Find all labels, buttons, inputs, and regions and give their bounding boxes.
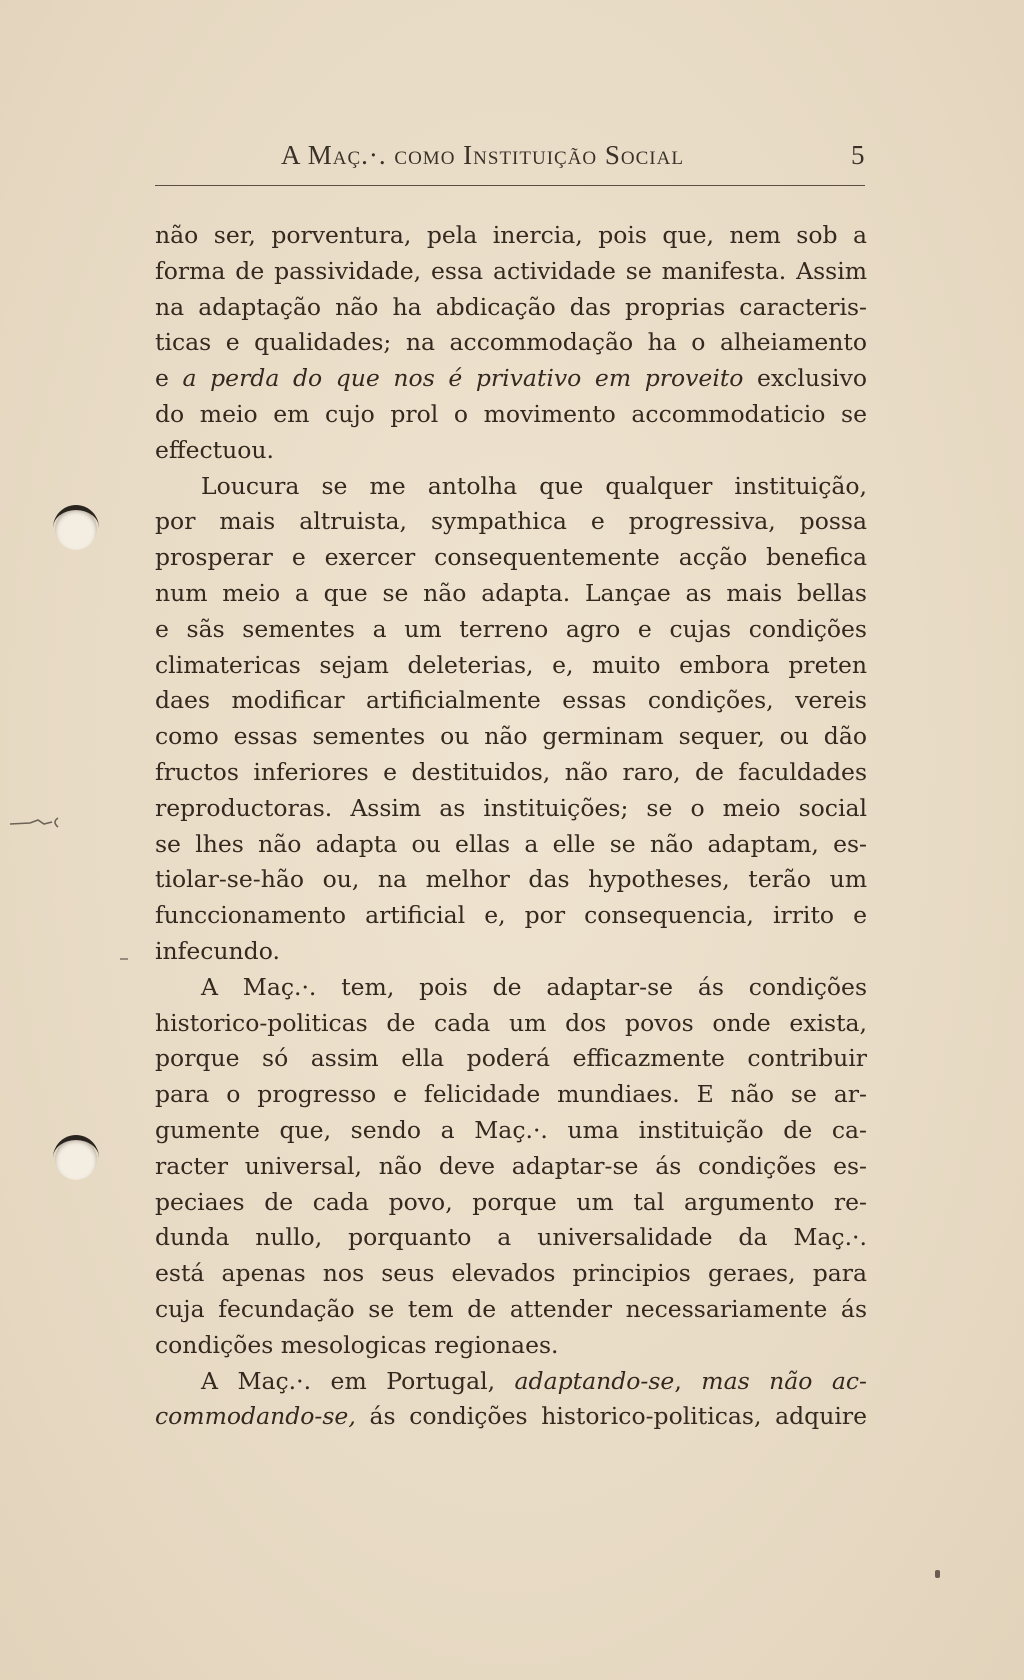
text-run: ,: [674, 1366, 702, 1395]
text-line: climatericas sejam deleterias, e, muito embora preten: [155, 650, 867, 679]
binding-hole-top: [55, 508, 97, 550]
text-line: como essas sementes ou não germinam sequer, ou dão: [155, 722, 867, 751]
pencil-mark-icon: [8, 812, 68, 832]
text-line: ticas e qualidades; na accommodação ha o alheiamento: [155, 328, 867, 357]
text-line: funccionamento artificial e, por consequencia, irrito e: [155, 901, 867, 930]
italic-phrase: a perda do que nos é privativo em proveito: [182, 364, 744, 393]
running-head: [155, 138, 865, 178]
body-text: [155, 218, 867, 1435]
text-line: num meio a que se não adapta. Lançae as mais bellas: [155, 578, 867, 607]
running-title: A Maç.·. como Instituição Social: [281, 140, 684, 170]
text-line: daes modificar artificialmente essas condições, vereis: [155, 686, 867, 715]
stray-mark: [120, 958, 128, 960]
text-line: tiolar-se-hão ou, na melhor das hypotheses, terão um: [155, 865, 867, 894]
text-line: reproductoras. Assim as instituições; se o meio social: [155, 793, 867, 822]
text-run: exclusivo: [743, 364, 867, 393]
paragraph-start-line: Loucura se me antolha que qualquer instituição,: [201, 471, 867, 500]
binding-hole-bottom: [55, 1138, 97, 1180]
text-line: para o progresso e felicidade mundiaes. E não se ar-: [155, 1080, 867, 1109]
text-run: e: [155, 364, 183, 393]
text-line: e sãs sementes a um terreno agro e cujas condições: [155, 614, 867, 643]
text-line: não ser, porventura, pela inercia, pois que, nem sob a: [155, 221, 867, 249]
paragraph-start-line: A Maç.·. tem, pois de adaptar-se ás condições: [201, 972, 867, 1001]
page-number: 5: [851, 140, 865, 170]
text-line: fructos inferiores e destituidos, não raro, de faculdades: [155, 757, 867, 786]
text-line: peciaes de cada povo, porque um tal argumento re-: [155, 1187, 867, 1216]
text-line: infecundo.: [155, 936, 280, 965]
text-line: está apenas nos seus elevados principios geraes, para: [155, 1259, 867, 1288]
italic-phrase: mas não ac-: [701, 1366, 867, 1395]
text-run: ás condições historico-politicas, adquire: [355, 1402, 867, 1431]
text-line: dunda nullo, porquanto a universalidade da Maç.·.: [155, 1223, 867, 1252]
text-line: gumente que, sendo a Maç.·. uma instituição de ca-: [155, 1115, 867, 1144]
paper-speck: [935, 1570, 940, 1578]
text-line: na adaptação não ha abdicação das proprias caracteris-: [155, 292, 867, 321]
paragraph-start-line: [155, 1364, 867, 1400]
text-line: porque só assim ella poderá efficazmente contribuir: [155, 1044, 867, 1073]
text-line: [155, 361, 867, 397]
header-rule: [155, 185, 865, 186]
italic-phrase: adaptando-se: [514, 1366, 675, 1395]
text-line: historico-politicas de cada um dos povos onde exista,: [155, 1008, 867, 1037]
text-line: effectuou.: [155, 435, 275, 464]
text-line: por mais altruista, sympathica e progressiva, possa: [155, 507, 867, 536]
text-line: racter universal, não deve adaptar-se ás condições es-: [155, 1151, 867, 1180]
text-line: forma de passividade, essa actividade se manifesta. Assim: [155, 256, 867, 285]
text-run: A Maç.·. em Portugal,: [201, 1366, 515, 1395]
text-line: prosperar e exercer consequentemente acção benefica: [155, 543, 867, 572]
italic-phrase: commodando-se,: [155, 1402, 356, 1431]
text-line: [155, 1399, 867, 1435]
text-line: se lhes não adapta ou ellas a elle se não adaptam, es-: [155, 829, 867, 858]
text-line: cuja fecundação se tem de attender necessariamente ás: [155, 1294, 867, 1323]
text-line: do meio em cujo prol o movimento accommodaticio se: [155, 399, 867, 428]
text-line: condições mesologicas regionaes.: [155, 1330, 559, 1359]
